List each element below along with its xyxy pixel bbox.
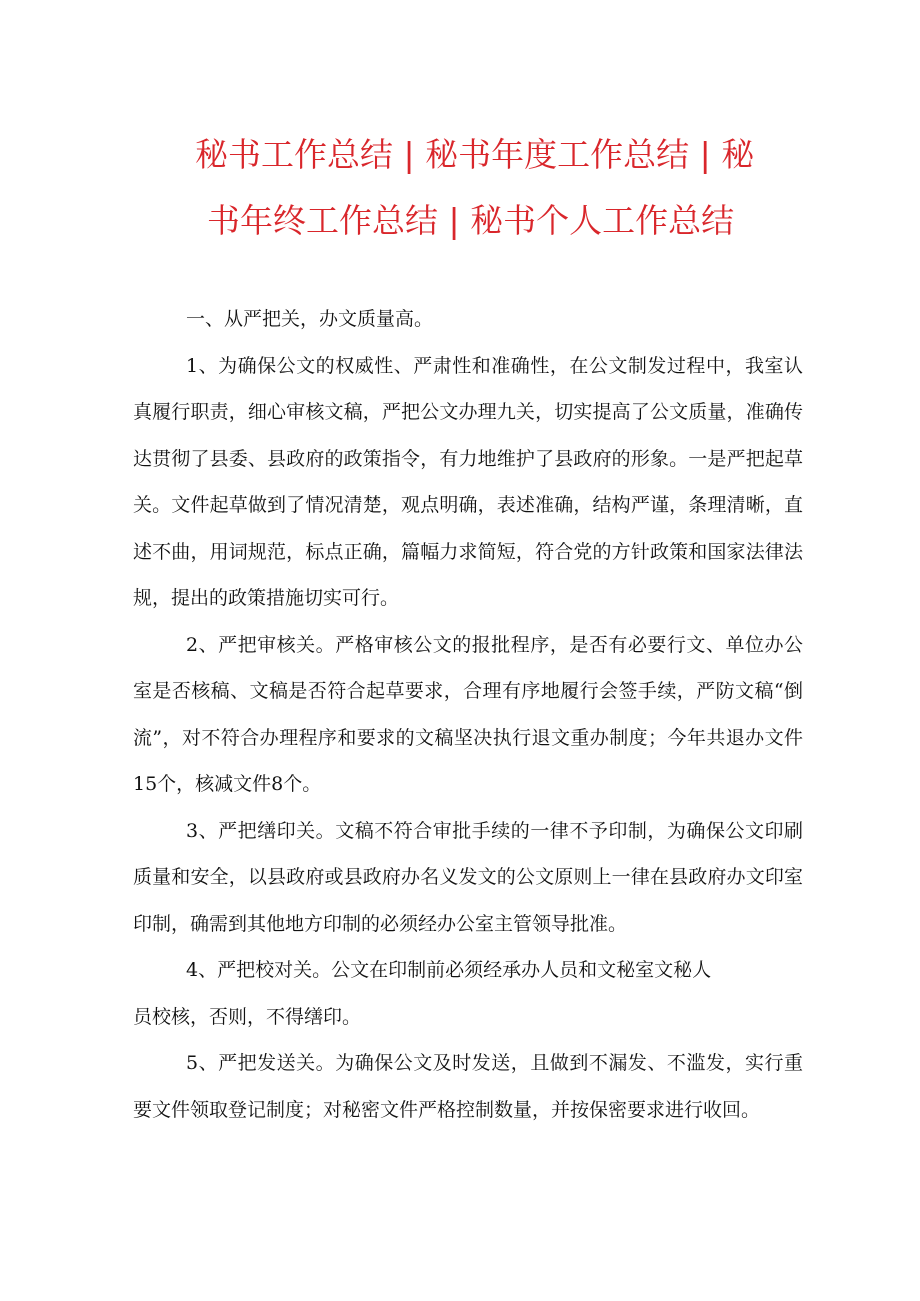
paragraph-2: 2、严把审核关。严格审核公文的报批程序，是否有必要行文、单位办公室是否核稿、文稿是否符合起草要求，合理有序地履行会签手续，严防文稿“倒流”，对不符合办理程序和要求的文稿坚决执行退文重办制度；今年共退办文件15个，核减文件8个。	[133, 633, 803, 795]
paragraph-4-continued: 员校核，否则，不得缮印。	[133, 1005, 362, 1028]
paragraph-5: 5、严把发送关。为确保公文及时发送，且做到不漏发、不滥发，实行重要文件领取登记制度；对秘密文件严格控制数量，并按保密要求进行收回。	[133, 1052, 803, 1121]
document-body	[133, 296, 803, 1133]
title-line-2: 书年终工作总结 | 秘书个人工作总结	[207, 201, 735, 240]
section-heading: 一、从严把关，办文质量高。	[186, 308, 434, 330]
paragraph-1: 1、为确保公文的权威性、严肃性和准确性，在公文制发过程中，我室认真履行职责，细心审核文稿，严把公文办理九关，切实提高了公文质量，准确传达贯彻了县委、县政府的政策指令，有力地维护了县政府的形象。一是严把起草关。文件起草做到了情况清楚，观点明确，表述准确，结构严谨，条理清晰，直述不曲，用词规范，标点正确，篇幅力求简短，符合党的方针政策和国家法律法规，提出的政策措施切实可行。	[133, 354, 803, 609]
paragraph-3: 3、严把缮印关。文稿不符合审批手续的一律不予印制，为确保公文印刷质量和安全，以县政府或县政府办名义发文的公文原则上一律在县政府办文印室印制，确需到其他地方印制的必须经办公室主管领导批准。	[133, 819, 803, 935]
paragraph-4: 4、严把校对关。公文在印制前必须经承办人员和文秘室文秘人	[186, 959, 712, 981]
title-line-1: 秘书工作总结 | 秘书年度工作总结 | 秘	[195, 135, 755, 174]
document-title	[195, 122, 795, 254]
